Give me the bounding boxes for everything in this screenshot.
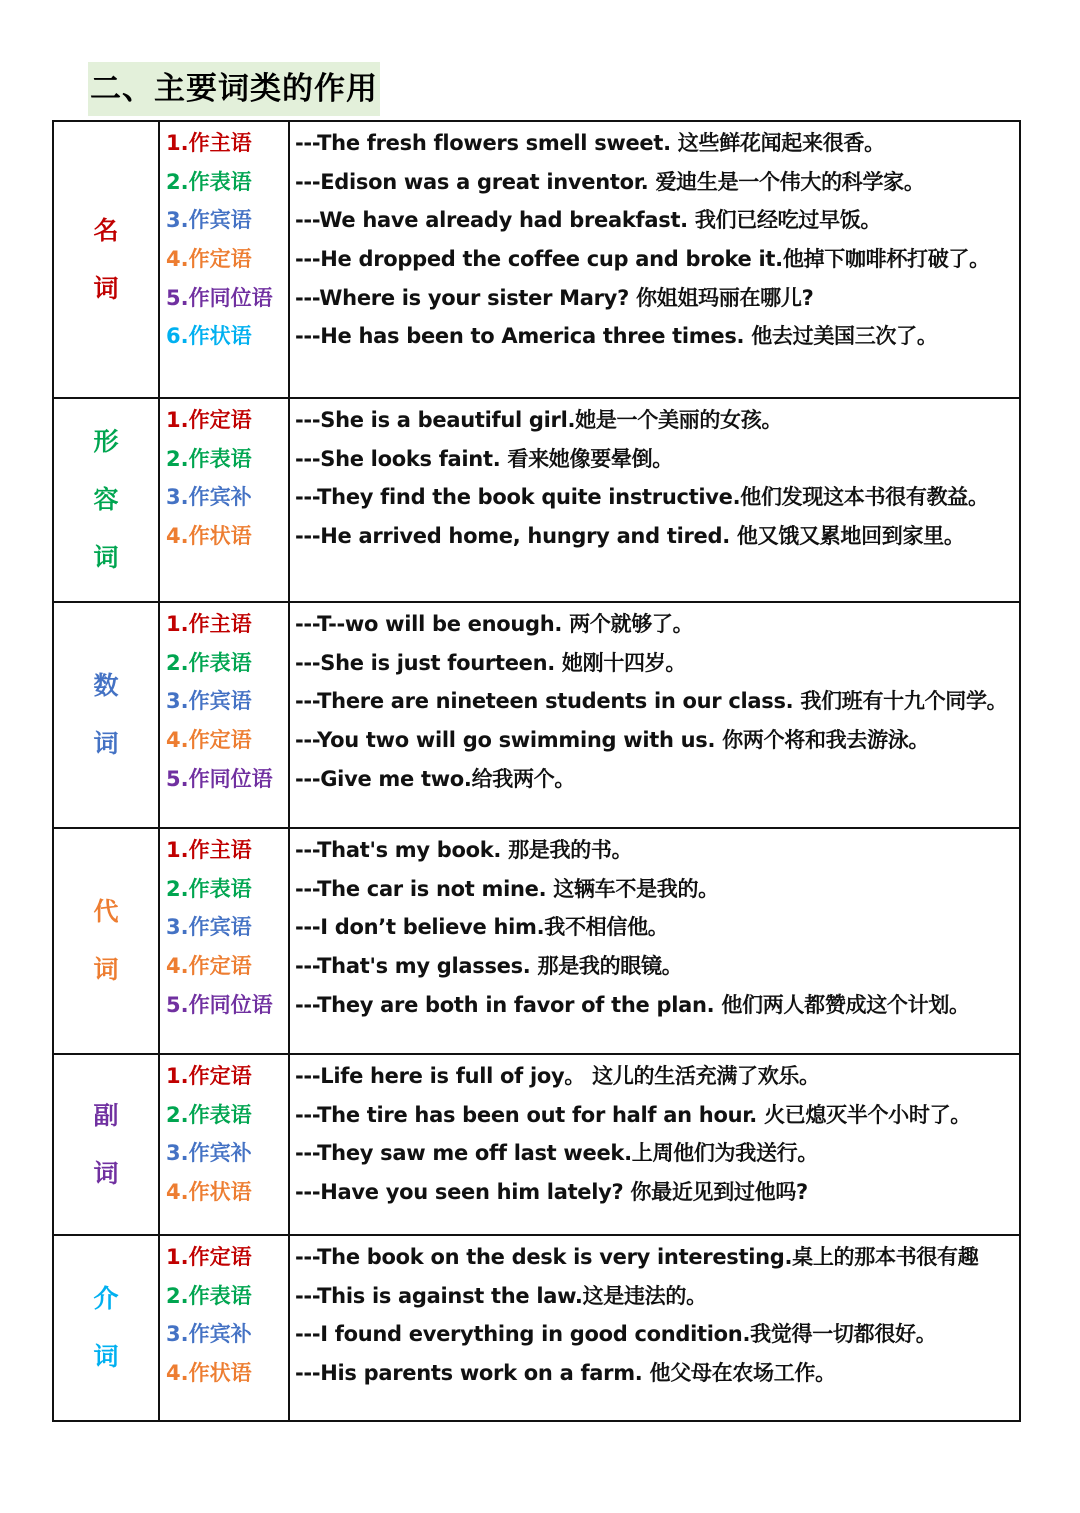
example-sentence: ---The book on the desk is very interesting.桌上的那本书很有趣 — [295, 1245, 979, 1269]
example-list-cell — [289, 1235, 1020, 1421]
example-sentence: ---Where is your sister Mary? 你姐姐玛丽在哪儿? — [295, 285, 814, 310]
function-label: 3.作宾补 — [166, 485, 252, 510]
function-label: 3.作宾补 — [166, 1322, 252, 1347]
example-sentence: ---She is a beautiful girl.她是一个美丽的女孩。 — [295, 408, 783, 432]
part-of-speech-char: 容 — [93, 485, 119, 514]
function-label: 5.作同位语 — [166, 285, 273, 310]
function-list-cell — [159, 828, 289, 1054]
example-sentence: ---Have you seen him lately? 你最近见到过他吗? — [295, 1180, 808, 1205]
example-sentence: ---They saw me off last week.上周他们为我送行。 — [295, 1141, 819, 1166]
function-label: 4.作定语 — [166, 247, 252, 272]
function-label: 1.作主语 — [166, 131, 252, 155]
example-sentence: ---Edison was a great inventor. 爱迪生是一个伟大的科学家。 — [295, 169, 925, 194]
section-row — [53, 398, 1020, 602]
part-of-speech-char: 词 — [93, 543, 119, 572]
part-of-speech-char: 形 — [93, 427, 119, 456]
function-label: 3.作宾补 — [166, 1141, 252, 1166]
example-sentence: ---He dropped the coffee cup and broke it.他掉下咖啡杯打破了。 — [295, 247, 990, 272]
function-label: 4.作定语 — [166, 728, 252, 753]
function-label: 1.作定语 — [166, 1245, 252, 1269]
function-label: 3.作宾语 — [166, 689, 252, 714]
function-label: 4.作状语 — [166, 1180, 252, 1205]
example-sentence: ---T--wo will be enough. 两个就够了。 — [295, 612, 694, 636]
function-label: 2.作表语 — [166, 169, 252, 194]
example-list-cell — [289, 1054, 1020, 1235]
part-of-speech-char: 介 — [93, 1284, 119, 1313]
part-of-speech-cell — [53, 828, 159, 1054]
part-of-speech-cell — [53, 121, 159, 398]
example-sentence: ---That's my book. 那是我的书。 — [295, 838, 633, 862]
example-sentence: ---The fresh flowers smell sweet. 这些鲜花闻起来很香。 — [295, 131, 885, 155]
part-of-speech-char: 副 — [93, 1100, 119, 1130]
function-label: 3.作宾语 — [166, 915, 252, 940]
function-label: 4.作状语 — [166, 524, 252, 549]
function-label: 2.作表语 — [166, 1102, 252, 1127]
example-sentence: ---Give me two.给我两个。 — [295, 766, 576, 791]
function-label: 5.作同位语 — [166, 992, 273, 1017]
example-sentence: ---That's my glasses. 那是我的眼镜。 — [295, 954, 683, 979]
example-list-cell — [289, 398, 1020, 602]
function-label: 4.作状语 — [166, 1361, 252, 1386]
function-label: 2.作表语 — [166, 1283, 252, 1308]
example-sentence: ---Life here is full of joy。 这儿的生活充满了欢乐。 — [295, 1064, 820, 1088]
example-sentence: ---He arrived home, hungry and tired. 他又饿又累地回到家里。 — [295, 524, 965, 549]
function-label: 5.作同位语 — [166, 766, 273, 791]
example-sentence: ---They are both in favor of the plan. 他们两人都赞成这个计划。 — [295, 992, 970, 1017]
function-label: 3.作宾语 — [166, 208, 252, 233]
function-list-cell — [159, 121, 289, 398]
function-label: 1.作主语 — [166, 612, 252, 636]
part-of-speech-char: 词 — [93, 1158, 119, 1188]
part-of-speech-char: 词 — [93, 273, 119, 303]
section-row — [53, 121, 1020, 398]
example-sentence: ---I found everything in good condition.我觉得一切都很好。 — [295, 1322, 937, 1347]
section-row — [53, 1235, 1020, 1421]
example-list-cell — [289, 602, 1020, 828]
part-of-speech-cell — [53, 602, 159, 828]
function-label: 2.作表语 — [166, 876, 252, 901]
part-of-speech-char: 词 — [93, 955, 119, 984]
example-sentence: ---We have already had breakfast. 我们已经吃过早饭。 — [295, 208, 882, 233]
section-row — [53, 602, 1020, 828]
section-row — [53, 1054, 1020, 1235]
function-label: 6.作状语 — [166, 324, 252, 349]
part-of-speech-char: 数 — [93, 671, 119, 700]
example-sentence: ---You two will go swimming with us. 你两个将和我去游泳。 — [295, 728, 930, 753]
part-of-speech-char: 词 — [93, 729, 119, 758]
part-of-speech-cell — [53, 398, 159, 602]
part-of-speech-cell — [53, 1235, 159, 1421]
part-of-speech-char: 名 — [93, 215, 119, 245]
example-sentence: ---They find the book quite instructive.他们发现这本书很有教益。 — [295, 485, 989, 510]
function-label: 1.作定语 — [166, 408, 252, 432]
part-of-speech-char: 代 — [93, 897, 119, 926]
word-class-table — [52, 120, 1021, 1422]
function-list-cell — [159, 1054, 289, 1235]
function-label: 1.作定语 — [166, 1064, 252, 1088]
section-row — [53, 828, 1020, 1054]
example-list-cell — [289, 121, 1020, 398]
part-of-speech-cell — [53, 1054, 159, 1235]
example-sentence: ---His parents work on a farm. 他父母在农场工作。 — [295, 1361, 836, 1386]
function-label: 4.作定语 — [166, 954, 252, 979]
example-sentence: ---She is just fourteen. 她刚十四岁。 — [295, 650, 687, 675]
example-list-cell — [289, 828, 1020, 1054]
example-sentence: ---There are nineteen students in our class. 我们班有十九个同学。 — [295, 689, 1008, 714]
function-list-cell — [159, 1235, 289, 1421]
example-sentence: ---The car is not mine. 这辆车不是我的。 — [295, 876, 719, 901]
function-label: 2.作表语 — [166, 650, 252, 675]
example-sentence: ---I don’t believe him.我不相信他。 — [295, 915, 669, 940]
example-sentence: ---She looks faint. 看来她像要晕倒。 — [295, 446, 673, 471]
function-label: 2.作表语 — [166, 446, 252, 471]
part-of-speech-char: 词 — [93, 1342, 119, 1371]
page-title: 二、主要词类的作用 — [88, 62, 380, 116]
example-sentence: ---He has been to America three times. 他去过美国三次了。 — [295, 324, 938, 349]
example-sentence: ---This is against the law.这是违法的。 — [295, 1283, 707, 1308]
function-label: 1.作主语 — [166, 838, 252, 862]
function-list-cell — [159, 602, 289, 828]
function-list-cell — [159, 398, 289, 602]
example-sentence: ---The tire has been out for half an hour. 火已熄灭半个小时了。 — [295, 1102, 971, 1127]
